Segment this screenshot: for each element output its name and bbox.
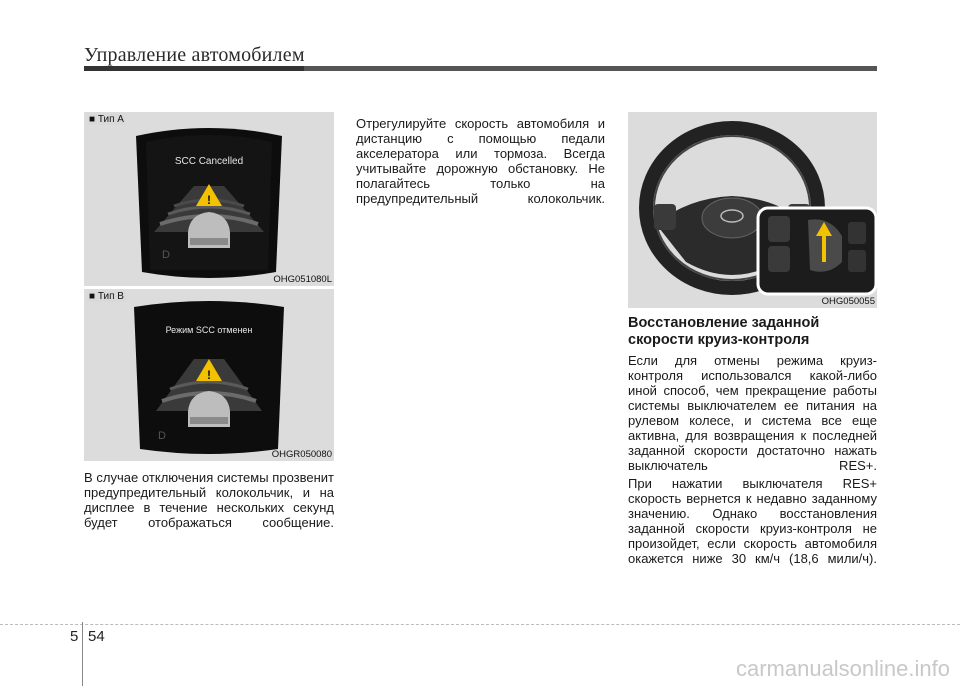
- figure-code-wheel: OHG050055: [821, 296, 875, 307]
- column3-paragraph2: При нажатии выключателя RES+ скорость вернется к недавно заданному значению. Однако восстановления заданной скорости круиз-контроля не произойдет, если скорость автомобиля окажется ниже 30 км/ч (18,6 мили/ч).: [628, 476, 877, 566]
- figure-steering-wheel: [628, 112, 877, 308]
- cluster-display-a-illustration: [84, 112, 334, 286]
- svg-text:!: !: [207, 193, 211, 207]
- svg-text:D: D: [158, 430, 166, 442]
- figure-label-type-a: ■ Тип A: [89, 114, 124, 125]
- section-number: 5: [70, 628, 79, 645]
- column1-paragraph: В случае отключения системы прозвенит предупредительный колокольчик, и на дисплее в течение нескольких секунд будет отображаться сообщение.: [84, 470, 334, 530]
- column3-paragraph1: Если для отмены режима круиз-контроля использовался какой-либо иной способ, чем прекращение работы системы выключателем ее питания на рулевом колесе, и система все еще активна, для возвращения к последней заданной скорости достаточно нажать выключатель RES+.: [628, 353, 877, 473]
- steering-wheel-illustration: [628, 112, 877, 308]
- figure-type-a: [84, 112, 334, 286]
- display-message-a: SCC Cancelled: [174, 156, 244, 167]
- figure-label-type-b: ■ Тип B: [89, 291, 124, 302]
- cluster-display-b-illustration: [84, 289, 334, 461]
- display-message-b: Режим SCC отменен: [165, 325, 253, 335]
- heading-line1: Восстановление заданной: [628, 315, 820, 331]
- page-number: 54: [88, 628, 105, 645]
- figure-code-a: OHG051080L: [273, 274, 332, 285]
- figure-type-b: [84, 289, 334, 461]
- section-heading: [628, 315, 877, 349]
- header-title: Управление автомобилем: [84, 44, 305, 66]
- footer-divider: [82, 622, 83, 686]
- figure-code-b: OHGR050080: [271, 449, 332, 460]
- watermark: carmanualsonline.info: [735, 656, 950, 681]
- footer-rule: [0, 624, 960, 625]
- svg-text:D: D: [162, 249, 170, 261]
- svg-text:!: !: [207, 368, 211, 382]
- header-rule: [84, 66, 877, 71]
- column2-paragraph: Отрегулируйте скорость автомобиля и дистанцию с помощью педали акселератора или тормоза. Всегда учитывайте дорожную обстановку. Не полагайтесь только на предупредительный колокольчик.: [356, 116, 605, 206]
- heading-line2: скорости круиз-контроля: [628, 332, 810, 348]
